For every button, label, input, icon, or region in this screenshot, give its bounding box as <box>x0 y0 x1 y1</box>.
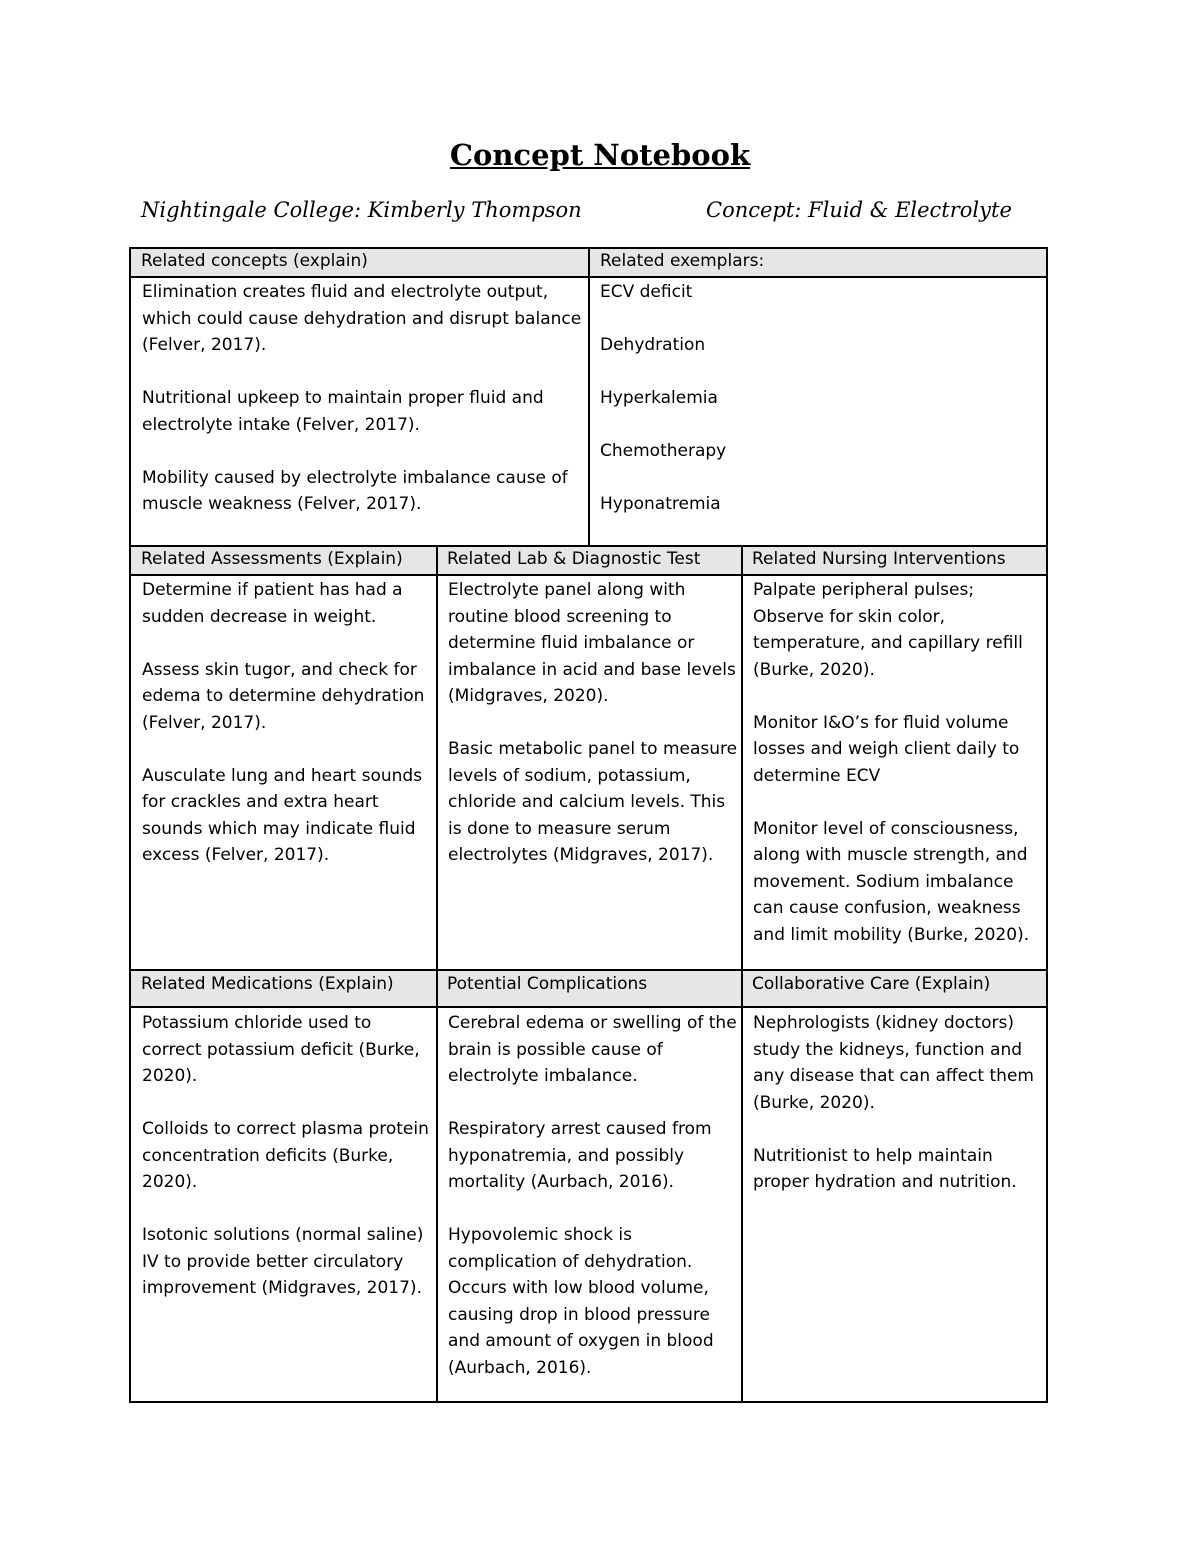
related-lab-header: Related Lab & Diagnostic Test <box>437 547 742 576</box>
related-exemplars-cell <box>600 279 1040 518</box>
complication-item: Hypovolemic shock is complication of dehydration. Occurs with low blood volume, causing drop in blood pressure and amount of oxygen in blood (Aurbach, 2016). <box>448 1225 714 1378</box>
page-title: Concept Notebook <box>449 138 751 172</box>
collaborative-care-header: Collaborative Care (Explain) <box>742 971 1046 1008</box>
medications-cell <box>142 1010 432 1302</box>
lab-item: Electrolyte panel along with routine blood screening to determine fluid imbalance or imbalance in acid and base levels (Midgraves, 2020). <box>448 580 736 706</box>
collaborative-item: Nephrologists (kidney doctors) study the kidneys, function and any disease that can affect them (Burke, 2020). <box>753 1013 1034 1113</box>
complication-item: Cerebral edema or swelling of the brain is possible cause of electrolyte imbalance. <box>448 1013 737 1086</box>
concept-item: Elimination creates fluid and electrolyte output, which could cause dehydration and disrupt balance (Felver, 2017). <box>142 282 582 355</box>
concepts-exemplars-table <box>129 247 1048 547</box>
assessment-item: Ausculate lung and heart sounds for crackles and extra heart sounds which may indicate fluid excess (Felver, 2017). <box>142 765 423 865</box>
lab-tests-cell <box>448 577 738 869</box>
exemplar-item: Dehydration <box>600 335 706 355</box>
assessment-lab-intervention-table <box>129 545 1048 971</box>
college-student-line: Nightingale College: Kimberly Thompson <box>141 198 582 222</box>
exemplar-item: Hyponatremia <box>600 494 721 514</box>
collaborative-cell <box>753 1010 1045 1196</box>
related-medications-header: Related Medications (Explain) <box>131 971 437 1008</box>
related-concepts-cell <box>142 279 582 518</box>
exemplar-item: Chemotherapy <box>600 441 727 461</box>
concept-item: Nutritional upkeep to maintain proper fluid and electrolyte intake (Felver, 2017). <box>142 388 544 435</box>
intervention-item: Monitor I&O’s for fluid volume losses and weigh client daily to determine ECV <box>753 712 1020 786</box>
related-concepts-header: Related concepts (explain) <box>131 249 590 278</box>
exemplar-item: Hyperkalemia <box>600 388 718 408</box>
medication-item: Colloids to correct plasma protein concentration deficits (Burke, 2020). <box>142 1119 429 1192</box>
concept-line: Concept: Fluid & Electrolyte <box>706 198 1012 222</box>
exemplar-item: ECV deficit <box>600 282 693 302</box>
medications-complications-care-table <box>129 969 1048 1403</box>
related-interventions-header: Related Nursing Interventions <box>742 547 1046 576</box>
medication-item: Potassium chloride used to correct potassium deficit (Burke, 2020). <box>142 1013 420 1086</box>
intervention-item: Palpate peripheral pulses; Observe for skin color, temperature, and capillary refill (Burke, 2020). <box>753 580 1023 680</box>
assessments-cell <box>142 577 432 869</box>
related-exemplars-header: Related exemplars: <box>590 249 1046 278</box>
lab-item: Basic metabolic panel to measure levels of sodium, potassium, chloride and calcium levels. This is done to measure serum electrolytes (Midgraves, 2017). <box>448 739 738 865</box>
related-assessments-header: Related Assessments (Explain) <box>131 547 437 576</box>
complication-item: Respiratory arrest caused from hyponatremia, and possibly mortality (Aurbach, 2016). <box>448 1119 712 1192</box>
collaborative-item: Nutritionist to help maintain proper hydration and nutrition. <box>753 1145 1017 1192</box>
assessment-item: Determine if patient has had a sudden decrease in weight. <box>142 580 403 627</box>
concept-item: Mobility caused by electrolyte imbalance cause of muscle weakness (Felver, 2017). <box>142 467 568 514</box>
medication-item: Isotonic solutions (normal saline) IV to provide better circulatory improvement (Midgraves, 2017). <box>142 1225 424 1298</box>
interventions-cell <box>753 577 1045 948</box>
complications-cell <box>448 1010 738 1381</box>
intervention-item: Monitor level of consciousness, along with muscle strength, and movement. Sodium imbalance can cause confusion, weakness and limit mobility (Burke, 2020). <box>753 818 1030 945</box>
potential-complications-header: Potential Complications <box>437 971 742 1008</box>
assessment-item: Assess skin tugor, and check for edema to determine dehydration (Felver, 2017). <box>142 659 425 733</box>
